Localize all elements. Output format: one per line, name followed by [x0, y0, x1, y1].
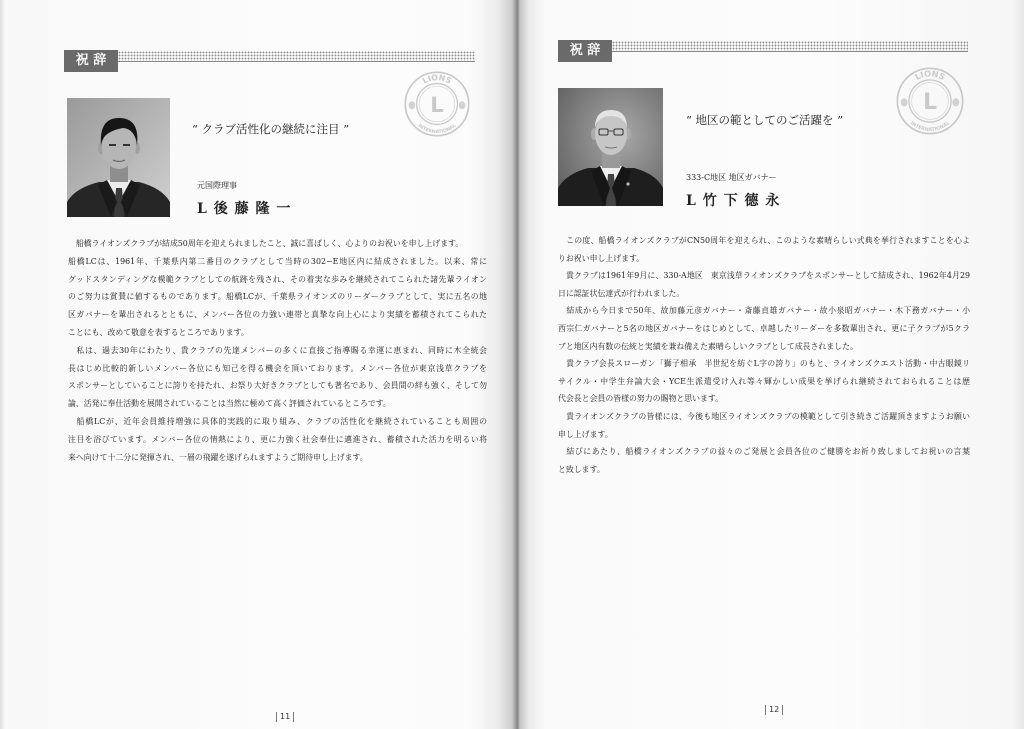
body-line: 貴クラブは1961年9月に、330-A地区 東京浅草ライオンズクラブをスポンサーとして結成され、1962年4月29 — [558, 271, 970, 281]
section-header-label: 祝 辞 — [558, 40, 612, 62]
body-line: サイクル・中学生弁論大会・YCE生派遣受け入れ等々輝かしい成果を挙げられ継続されておられることは歴 — [558, 376, 970, 386]
body-line: 長はじめ比較的新しいメンバー各位にも知己を得る機会を頂いております。メンバー各位が東京浅草クラブを — [68, 363, 487, 373]
body-text — [68, 235, 487, 466]
author-name: L 後 藤 隆 一 — [197, 201, 292, 217]
body-line: 西宗仁ガバナーと5名の地区ガバナーをはじめとして、卓越したリーダーを多数輩出され、更に子クラブが5クラ — [558, 323, 970, 333]
body-line: 船橋LCが、近年会員維持増強に具体的実践的に取り組み、クラブの活性化を継続されていることも周囲の — [68, 416, 487, 426]
lions-logo — [896, 67, 964, 135]
logo-text-bottom: INTERNATIONAL — [416, 123, 458, 136]
body-line: と致します。 — [558, 464, 605, 474]
logo-text-center: L — [923, 90, 937, 116]
body-line: ブと地区内有数の伝統と実績を兼ね備えた素晴らしいクラブとして成長されました。 — [558, 341, 858, 351]
body-line: 論、活発に奉仕活動を展開されていることは当然に極めて高く評価されているところです。 — [68, 399, 391, 409]
right-page — [517, 0, 1024, 729]
body-line: 結びにあたり、船橋ライオンズクラブの益々のご発展と会員各位のご健勝をお祈り致しましてお祝いの言葉 — [558, 447, 970, 457]
body-line: 船橋LCは、1961年、千葉県内第二番目のクラブとして当時の302−E地区内に結成されました。以来、常に — [68, 256, 487, 266]
body-line: この度、船橋ライオンズクラブがCN50周年を迎えられ、このような素晴らしい式典を挙行されますことを心よ — [558, 236, 970, 245]
page-number: 12 — [765, 705, 783, 715]
portrait-photo — [67, 98, 170, 217]
body-line: グッドスタンディングな模範クラブとしての航跡を残され、その着実な歩みを継続されてこられた諸先輩ライオン — [68, 274, 487, 284]
lions-logo — [404, 71, 470, 137]
body-line: 貴クラブ会長スローガン「獅子相承 半世紀を紡ぐL字の誇り」のもと、ライオンズクエスト活動・中古眼鏡リ — [558, 359, 970, 369]
logo-text-top: LIONS — [913, 68, 947, 83]
body-line: 結成から今日まで50年、故加藤元彦ガバナー・斎藤貞雄ガバナー・故小泉昭ガバナー・木下務ガバナー・小 — [558, 306, 970, 316]
logo-text-top: LIONS — [420, 73, 453, 86]
body-line: 注目を浴びています。メンバー各位の情熱により、更に力強く社会奉仕に邁進され、蓄積された活力を明るい将 — [68, 434, 487, 444]
body-line: 私は、過去30年にわたり、貴クラブの先達メンバーの多くに直接ご指導賜る幸運に恵まれ、同時に木全統会 — [68, 345, 487, 355]
page-number: 11 — [276, 712, 294, 722]
section-header-label: 祝 辞 — [64, 50, 118, 72]
body-line: 来へ向けて十二分に発揮され、一層の飛躍を遂げられますようご期待申し上げます。 — [68, 452, 368, 462]
body-line: りお祝い申し上げます。 — [558, 253, 645, 263]
logo-text-center: L — [430, 91, 444, 117]
portrait-photo — [558, 88, 663, 206]
body-line: 船橋ライオンズクラブが結成50周年を迎えられましたこと、誠に喜ばしく、心よりのお祝いを申し上げます。 — [68, 239, 464, 248]
body-line: 日に認証状伝達式が行われました。 — [558, 288, 685, 298]
body-text — [558, 232, 970, 478]
body-line: 区ガバナーを輩出されるとともに、メンバー各位の力強い連帯と真摯な向上心により実績を蓄積されてこられた — [68, 310, 487, 320]
body-line: 代会長と会員の皆様の努力の賜物と思います。 — [558, 394, 724, 404]
body-line: ことにも、改めて敬意を表するところであります。 — [68, 327, 249, 337]
logo-text-bottom: INTERNATIONAL — [908, 121, 951, 133]
greeting-title: “ クラブ活性化の継続に注目 ” — [192, 122, 350, 136]
author-position: 元国際理事 — [197, 181, 237, 190]
body-line: スポンサーとしていることに誇りを持たれ、お祭り大好きクラブとしても著名であり、会員間の絆も強く、そして勿 — [68, 381, 487, 391]
body-line: のご努力は賞賛に値するものであります。船橋LCが、千葉県ライオンズのリーダークラブとして、実に五名の地 — [68, 292, 487, 302]
author-position: 333-C地区 地区ガバナー — [686, 173, 777, 182]
author-name: L 竹 下 德 永 — [686, 193, 781, 209]
body-line: 貴ライオンズクラブの皆様には、今後も地区ライオンズクラブの模範として引き続きご活躍頂きますようお願い — [558, 411, 970, 421]
section-header-rule — [118, 51, 475, 62]
body-line: 申し上げます。 — [558, 429, 613, 439]
greeting-title: “ 地区の範としてのご活躍を ” — [686, 113, 844, 127]
section-header-rule — [612, 41, 968, 52]
